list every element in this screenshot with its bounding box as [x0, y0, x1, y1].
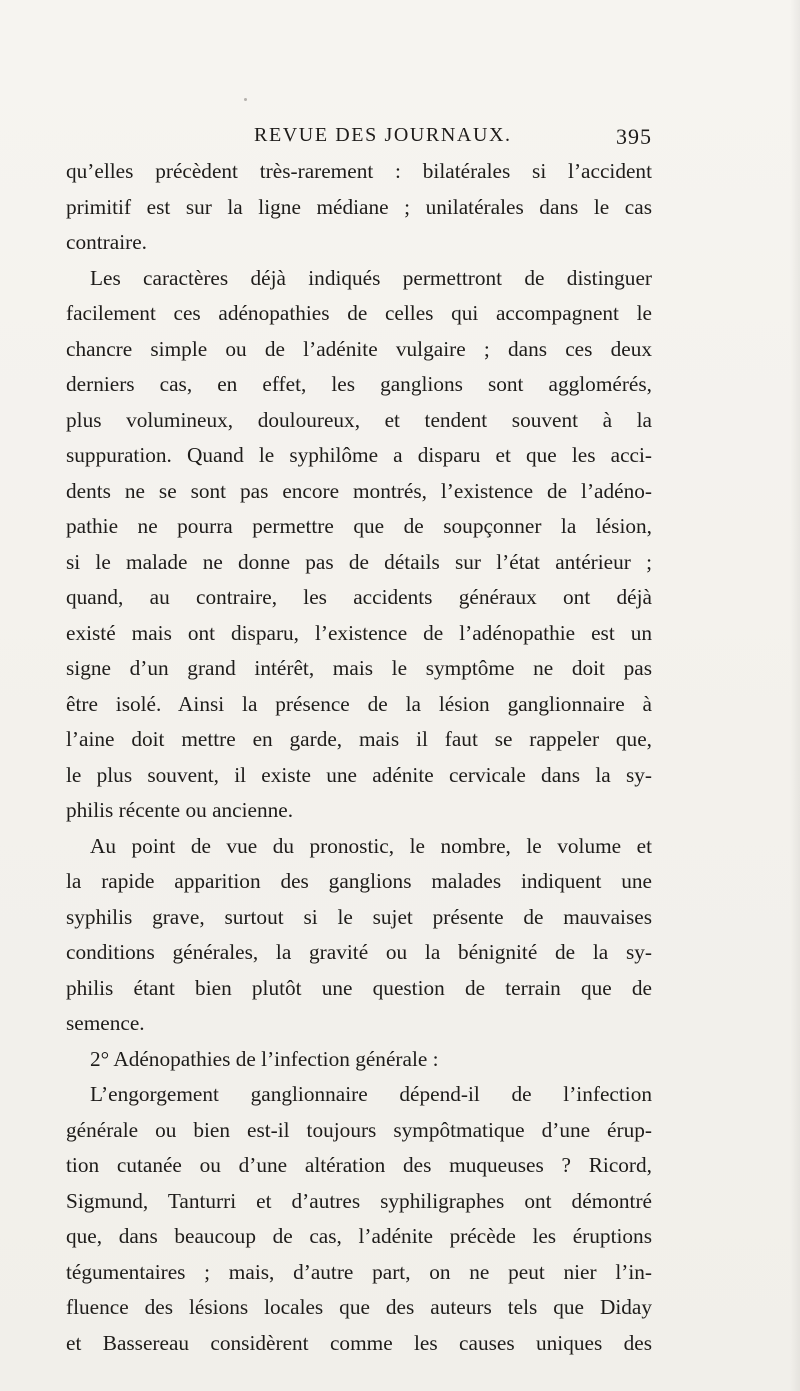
text-line: que, dans beaucoup de cas, l’adénite précède les éruptions	[66, 1224, 652, 1248]
text-line: signe d’un grand intérêt, mais le symptôme ne doit pas	[66, 656, 652, 680]
ink-speck	[244, 98, 247, 101]
page-edge-shadow	[790, 0, 800, 1391]
text-line: qu’elles précèdent très-rarement : bilatérales si l’accident	[66, 159, 652, 183]
running-title: REVUE DES JOURNAUX.	[254, 124, 512, 146]
text-line: Au point de vue du pronostic, le nombre, le volume et	[90, 833, 652, 858]
running-header	[66, 124, 652, 154]
text-line: plus volumineux, douloureux, et tendent souvent à la	[66, 407, 652, 432]
text-line: tégumentaires ; mais, d’autre part, on ne peut nier l’in-	[66, 1259, 652, 1284]
text-line: et Bassereau considèrent comme les causes uniques des	[66, 1330, 652, 1355]
text-line: pathie ne pourra permettre que de soupçonner la lésion,	[66, 514, 652, 538]
text-line: semence.	[66, 1011, 145, 1035]
text-line: la rapide apparition des ganglions malades indiquent une	[66, 869, 652, 893]
text-line: si le malade ne donne pas de détails sur l’état antérieur ;	[66, 549, 652, 574]
text-line: 2° Adénopathies de l’infection générale :	[90, 1046, 439, 1071]
text-line: dents ne se sont pas encore montrés, l’existence de l’adéno-	[66, 478, 652, 503]
text-line: suppuration. Quand le syphilôme a disparu et que les acci-	[66, 443, 652, 467]
text-line: Les caractères déjà indiqués permettront de distinguer	[90, 265, 652, 290]
text-line: conditions générales, la gravité ou la bénignité de la sy-	[66, 940, 652, 964]
text-line: chancre simple ou de l’adénite vulgaire ; dans ces deux	[66, 336, 652, 361]
text-line: Sigmund, Tanturri et d’autres syphiligraphes ont démontré	[66, 1188, 652, 1213]
text-line: derniers cas, en effet, les ganglions sont agglomérés,	[66, 372, 652, 396]
text-line: syphilis grave, surtout si le sujet présente de mauvaises	[66, 904, 652, 929]
text-line: tion cutanée ou d’une altération des muqueuses ? Ricord,	[66, 1153, 652, 1177]
body-text	[66, 154, 652, 1361]
text-line: l’aine doit mettre en garde, mais il faut se rappeler que,	[66, 727, 652, 751]
text-line: générale ou bien est-il toujours sympôtmatique d’une érup-	[66, 1117, 652, 1142]
text-line: être isolé. Ainsi la présence de la lésion ganglionnaire à	[66, 691, 652, 716]
text-line: contraire.	[66, 230, 147, 254]
text-line: philis récente ou ancienne.	[66, 798, 294, 822]
text-line: L’engorgement ganglionnaire dépend-il de l’infection	[90, 1082, 652, 1106]
text-line: facilement ces adénopathies de celles qui accompagnent le	[66, 301, 652, 325]
page-number: 395	[616, 124, 652, 149]
text-line: fluence des lésions locales que des auteurs tels que Diday	[66, 1295, 652, 1319]
text-line: quand, au contraire, les accidents généraux ont déjà	[66, 585, 652, 609]
text-line: philis étant bien plutôt une question de terrain que de	[66, 975, 652, 1000]
text-line: primitif est sur la ligne médiane ; unilatérales dans le cas	[66, 194, 652, 219]
text-line: le plus souvent, il existe une adénite cervicale dans la sy-	[66, 762, 652, 787]
text-line: existé mais ont disparu, l’existence de l’adénopathie est un	[66, 620, 652, 645]
